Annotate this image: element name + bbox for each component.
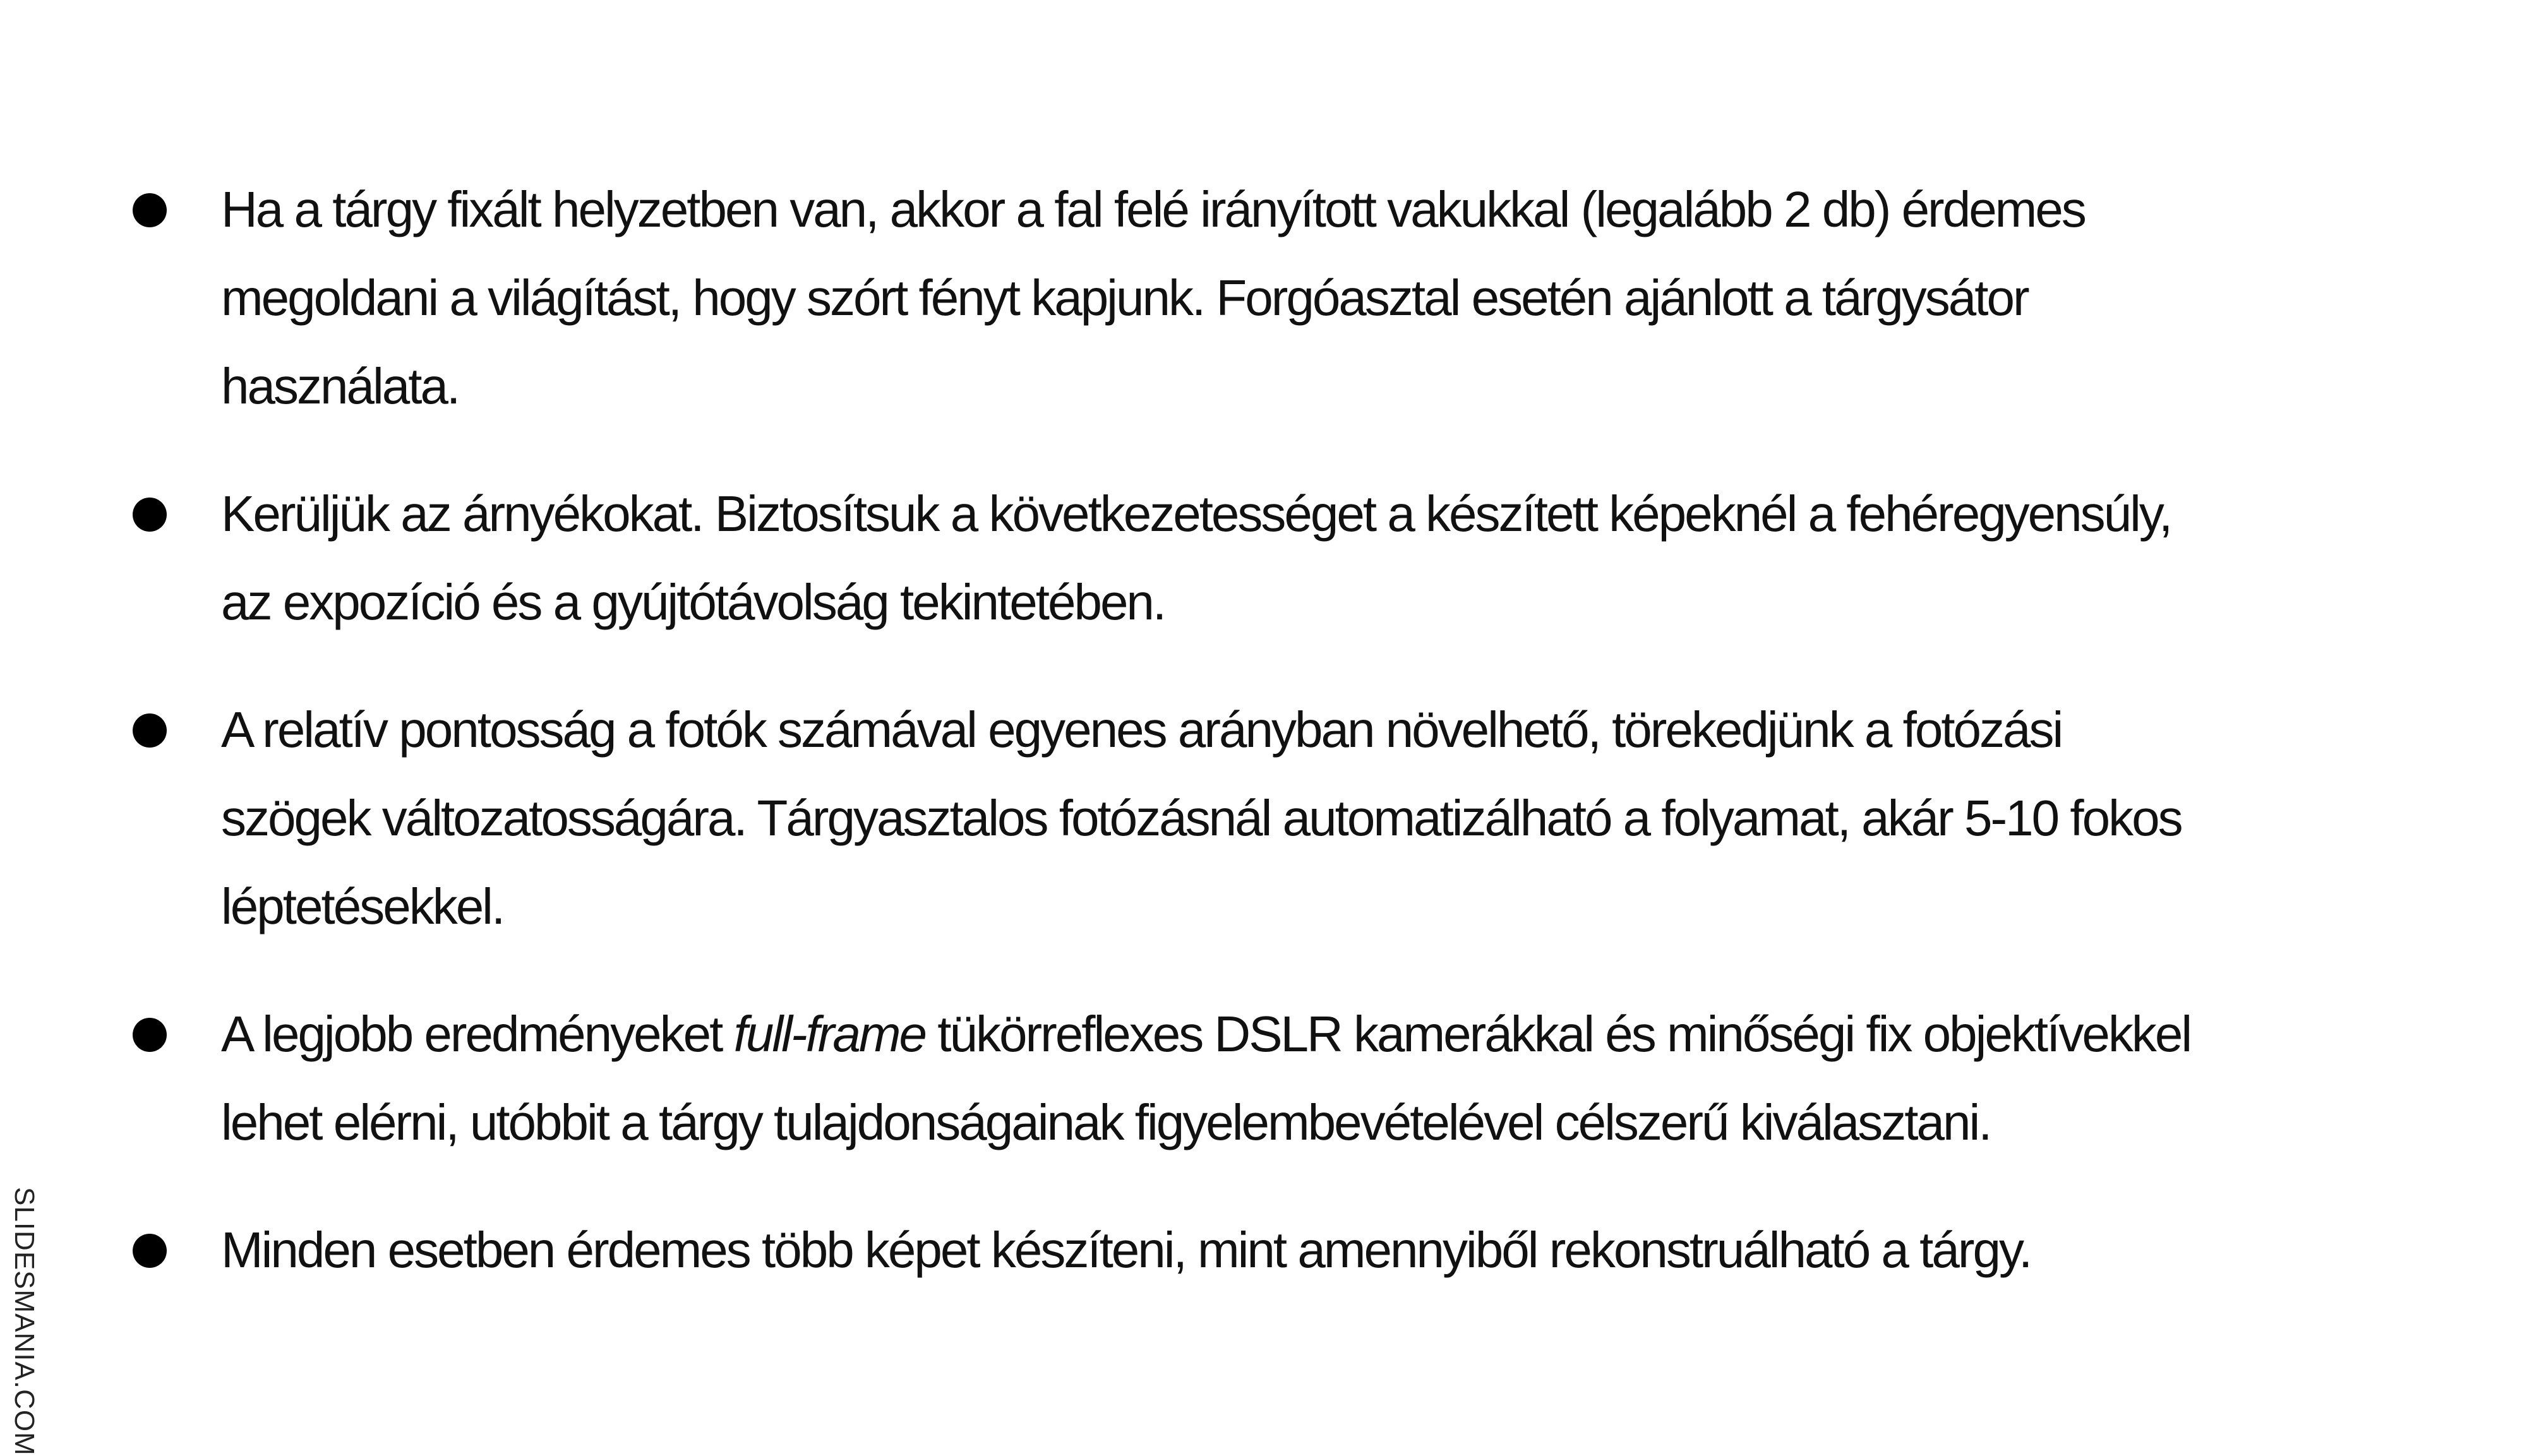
- bullet-item: [133, 1206, 2204, 1294]
- emphasis-full-frame: full-frame: [733, 1006, 925, 1062]
- watermark: SLIDESMANIA.COM: [9, 1187, 40, 1456]
- bullet-dot-icon: [133, 1234, 167, 1268]
- bullet-text: A legjobb eredményeket full-frame tükörreflexes DSLR kamerákkal és minőségi fix objektívekkel lehet elérni, utóbbit a tárgy tulajdonságainak figyelembevételével célszerű kiválasztani.: [221, 1006, 2191, 1150]
- bullet-dot-icon: [133, 1018, 167, 1052]
- bullet-item: [133, 686, 2204, 951]
- bullet-text: Minden esetben érdemes több képet készíteni, mint amennyiből rekonstruálható a tárgy.: [221, 1222, 2031, 1278]
- bullet-text: Kerüljük az árnyékokat. Biztosítsuk a következetességet a készített képeknél a fehéregyensúly, az expozíció és a gyújtótávolság tekintetében.: [221, 486, 2171, 630]
- bullet-text: A relatív pontosság a fotók számával egyenes arányban növelhető, törekedjünk a fotózási szögek változatosságára. Tárgyasztalos fotózásnál automatizálható a folyamat, akár 5-10 fokos léptetésekkel.: [221, 701, 2182, 934]
- bullet-list: [133, 165, 2204, 1294]
- bullet-item: [133, 470, 2204, 647]
- bullet-dot-icon: [133, 498, 167, 532]
- bullet-dot-icon: [133, 193, 167, 227]
- bullet-text: Ha a tárgy fixált helyzetben van, akkor a fal felé irányított vakukkal (legalább 2 db) érdemes megoldani a világítást, hogy szórt fényt kapjunk. Forgóasztal esetén ajánlott a tárgysátor használata.: [221, 181, 2085, 414]
- bullet-item: [133, 990, 2204, 1167]
- bullet-item: [133, 165, 2204, 431]
- bullet-dot-icon: [133, 713, 167, 748]
